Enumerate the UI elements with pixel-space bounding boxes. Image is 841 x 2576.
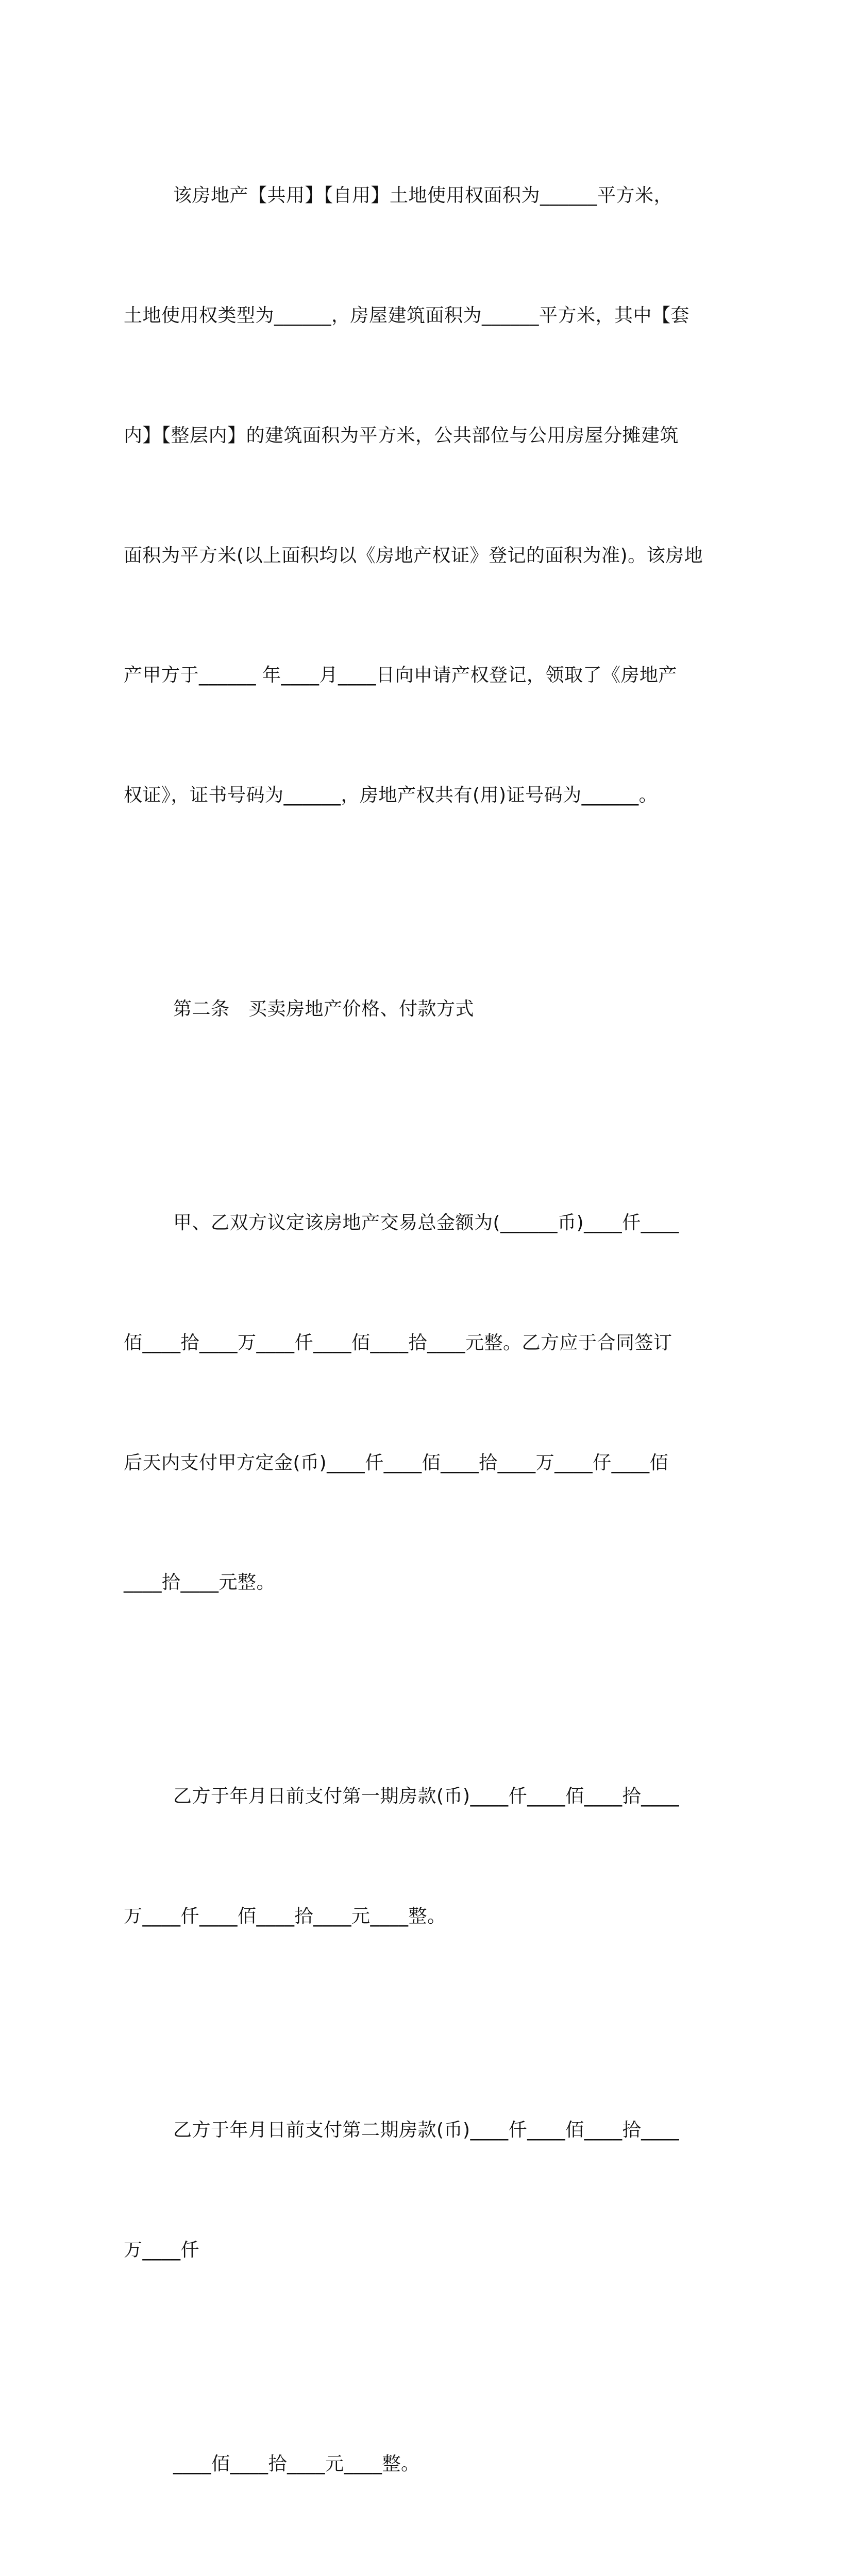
text-line: 土地使用权类型为______，房屋建筑面积为______平方米，其中【套 — [124, 304, 690, 326]
paragraph-gap — [124, 2564, 711, 2576]
paragraph-second-payment-continued — [124, 2364, 711, 2564]
text-line: 面积为平方米(以上面积均以《房地产权证》登记的面积为准)。该房地 — [124, 545, 703, 566]
paragraph-gap — [124, 2350, 711, 2364]
text-line: 万____仟 — [124, 2239, 200, 2261]
text-line: 产甲方于______ 年____月____日向申请产权登记，领取了《房地产 — [124, 665, 677, 686]
paragraph-property-area — [124, 96, 711, 895]
paragraph-total-amount — [124, 1123, 711, 1683]
text-line: 后天内支付甲方定金(币)____仟____佰____拾____万____仔____佰 — [124, 1452, 669, 1473]
paragraph-gap — [124, 895, 711, 909]
text-line: 第二条 买卖房地产价格、付款方式 — [173, 998, 475, 1020]
text-line: 佰____拾____万____仟____佰____拾____元整。乙方应于合同签订 — [124, 1332, 672, 1353]
paragraph-gap — [124, 2016, 711, 2030]
text-line: 内】【整层内】的建筑面积为平方米，公共部位与公用房屋分摊建筑 — [124, 425, 679, 446]
text-line: 该房地产【共用】【自用】土地使用权面积为______平方米， — [173, 185, 673, 207]
text-line: 乙方于年月日前支付第二期房款(币)____仟____佰____拾____ — [173, 2120, 680, 2141]
text-line: 乙方于年月日前支付第一期房款(币)____仟____佰____拾____ — [173, 1786, 680, 1807]
text-line: ____拾____元整。 — [124, 1572, 276, 1594]
contract-body — [124, 96, 711, 2576]
paragraph-gap — [124, 1109, 711, 1123]
text-line: 万____仟____佰____拾____元____整。 — [124, 1906, 446, 1927]
paragraph-second-payment — [124, 2030, 711, 2350]
text-line: ____佰____拾____元____整。 — [173, 2453, 420, 2475]
text-line: 甲、乙双方议定该房地产交易总金额为(______币)____仟____ — [173, 1212, 679, 1234]
article-heading — [124, 909, 711, 1109]
paragraph-first-payment — [124, 1697, 711, 2016]
text-line: 权证》，证书号码为______，房地产权共有(用)证号码为______。 — [124, 785, 658, 806]
paragraph-gap — [124, 1683, 711, 1697]
